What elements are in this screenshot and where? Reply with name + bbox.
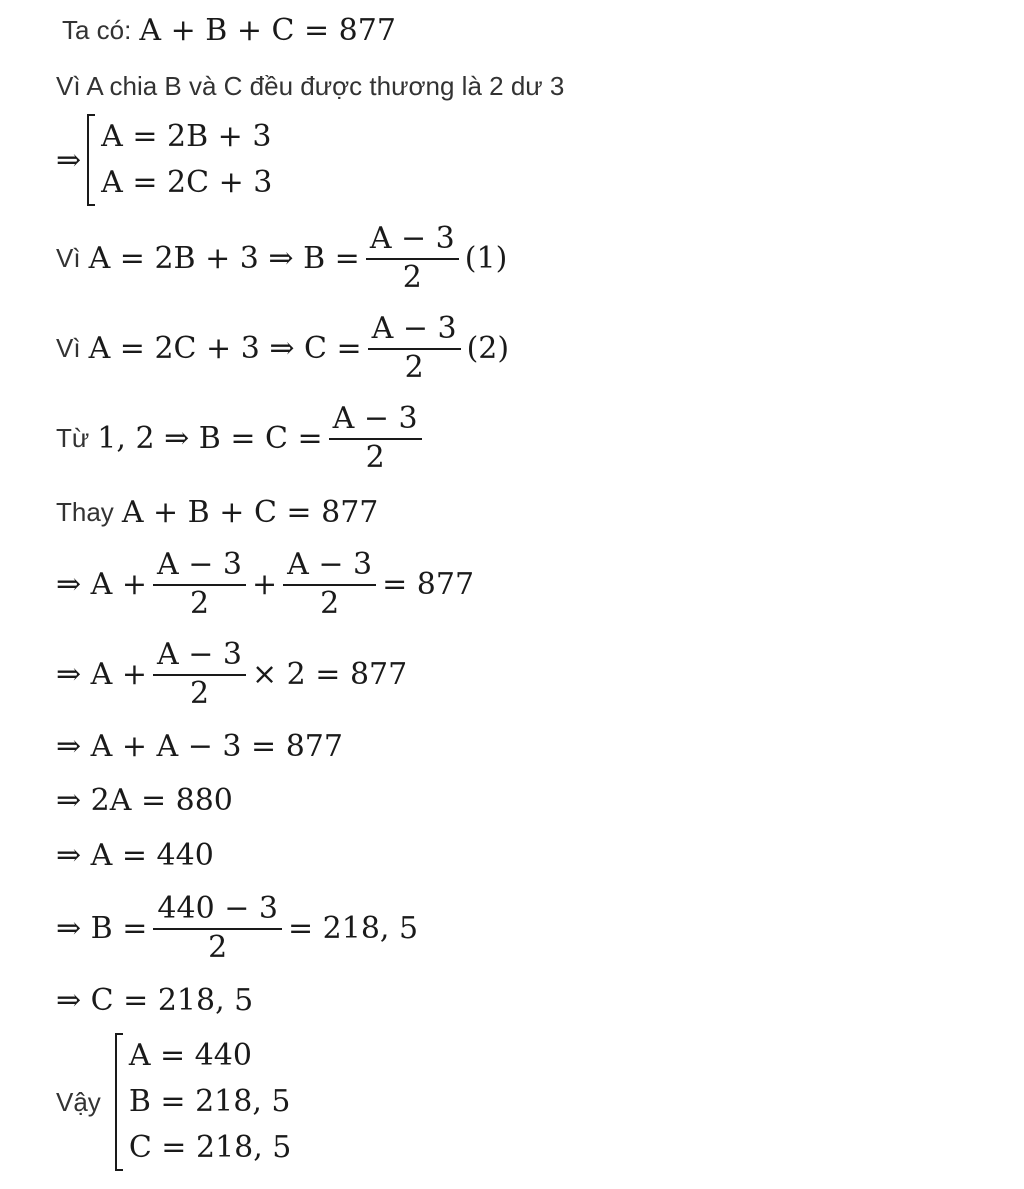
implies-arrow: ⇒ [56, 142, 82, 178]
fraction-first-numerator: A − 3 [153, 549, 246, 587]
line-substitute [56, 490, 378, 534]
math-b-value-lhs: ⇒ B = [56, 910, 148, 946]
fraction-times [153, 636, 246, 711]
left-bracket [87, 114, 95, 206]
math-b-value-rhs: = 218, 5 [287, 910, 419, 946]
equation-tag-1: (1) [464, 240, 508, 276]
label-vi-1: Vì [56, 242, 81, 273]
fraction-bc-denominator: 2 [365, 440, 385, 475]
math-a-plus-a: ⇒ A + A − 3 = 877 [56, 728, 343, 764]
fraction-b-value-numerator: 440 − 3 [153, 893, 282, 931]
line-c-value [56, 978, 253, 1022]
fraction-second-numerator: A − 3 [283, 549, 376, 587]
fraction-b-numerator: A − 3 [366, 223, 459, 261]
equation-tag-2: (2) [466, 330, 510, 366]
line-sum-given [62, 8, 396, 52]
math-expanded-rhs: = 877 [382, 566, 475, 602]
fraction-second-denominator: 2 [320, 586, 340, 621]
math-c-value: ⇒ C = 218, 5 [56, 982, 254, 1018]
label-tu: Từ [56, 422, 90, 453]
math-2a: ⇒ 2A = 880 [56, 782, 233, 818]
line-b-value [56, 886, 418, 970]
conclusion-a: A = 440 [128, 1038, 252, 1073]
math-c-lhs: A = 2C + 3 ⇒ C = [88, 330, 362, 366]
line-a-plus-a [56, 724, 343, 768]
conclusion-left-bracket [115, 1033, 123, 1171]
conclusion-c: C = 218, 5 [128, 1130, 292, 1165]
line-a-value [56, 833, 214, 877]
math-substitute: A + B + C = 877 [121, 494, 379, 530]
fraction-b-denominator: 2 [402, 260, 422, 295]
system-lines [101, 114, 272, 206]
line-2a [56, 778, 233, 822]
line-case-system-1 [56, 114, 272, 206]
line-b-equals-c [56, 396, 428, 480]
fraction-c-denominator: 2 [404, 350, 424, 385]
label-ta-co: Ta có: [62, 14, 132, 45]
label-vi-2: Vì [56, 332, 81, 363]
conclusion-lines [129, 1033, 292, 1171]
fraction-first [153, 546, 246, 621]
plus-sign: + [251, 566, 278, 602]
math-b-lhs: A = 2B + 3 ⇒ B = [88, 240, 360, 276]
fraction-b-value [153, 890, 282, 965]
fraction-first-denominator: 2 [189, 586, 210, 621]
math-sum: A + B + C = 877 [139, 12, 396, 48]
fraction-b [366, 220, 459, 295]
fraction-times-numerator: A − 3 [153, 639, 246, 677]
line-c-formula [56, 306, 509, 390]
line-b-formula [56, 216, 507, 300]
fraction-b-value-denominator: 2 [208, 930, 228, 965]
line-conclusion [56, 1034, 291, 1170]
case-a-2b: A = 2B + 3 [101, 119, 272, 154]
fraction-bc [329, 400, 422, 475]
line-division-statement [56, 64, 572, 108]
math-times-rhs: × 2 = 877 [251, 656, 408, 692]
fraction-second [283, 546, 376, 621]
statement-text: Vì A chia B và C đều được thương là 2 dư 3 [56, 70, 565, 101]
case-a-2c: A = 2C + 3 [101, 165, 273, 200]
conclusion-b: B = 218, 5 [128, 1084, 291, 1119]
math-times-lhs: ⇒ A + [56, 656, 148, 692]
fraction-c [368, 310, 461, 385]
math-bc-lhs: 1, 2 ⇒ B = C = [97, 420, 323, 456]
label-thay: Thay [56, 496, 114, 527]
conclusion-bracket-system [115, 1033, 292, 1171]
fraction-bc-numerator: A − 3 [329, 403, 422, 441]
fraction-c-numerator: A − 3 [368, 313, 461, 351]
line-expanded-sum [56, 542, 474, 626]
label-vay: Vậy [56, 1086, 101, 1117]
fraction-times-denominator: 2 [189, 676, 210, 711]
bracket-system [87, 114, 272, 206]
line-times-two [56, 632, 407, 716]
math-a-value: ⇒ A = 440 [56, 837, 214, 873]
math-expanded-lhs: ⇒ A + [56, 566, 148, 602]
